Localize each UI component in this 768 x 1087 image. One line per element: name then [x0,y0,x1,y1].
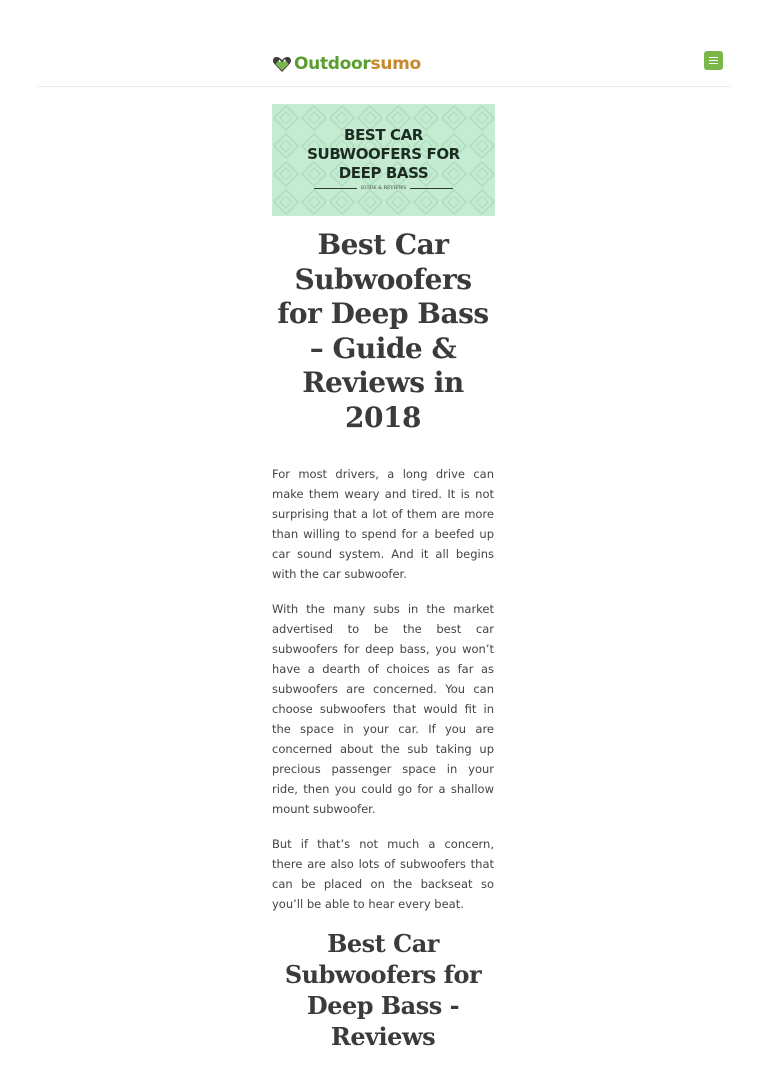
logo-text-outdoor: Outdoor [294,54,371,74]
hero-divider-right [410,188,453,189]
hamburger-line [709,63,718,64]
hero-line-3: DEEP BASS [338,164,429,182]
article-title: Best Car Subwoofers for Deep Bass – Guide & Reviews in 2018 [277,228,489,434]
hamburger-menu-icon [709,57,718,58]
logo-text-sumo: sumo [370,54,421,74]
hero-divider-left [314,188,357,189]
hero-heading [272,126,495,183]
hero-line-1: BEST CAR [344,126,423,144]
mountain-heart-logo-icon [272,54,292,74]
site-logo[interactable] [272,52,421,76]
article [272,228,494,1052]
hero-subtitle [314,186,453,191]
reviews-section-heading: Best Car Subwoofers for Deep Bass - Reviews [284,929,482,1051]
article-paragraph-1: For most drivers, a long drive can make them weary and tired. It is not surprising that a lot of them are more than willing to spend for a beefed up car sound system. And it all begins with the car subwoofer. [272,467,494,581]
hero-subtitle-text: GUIDE & REVIEWS [360,186,407,191]
logo-text [294,54,421,74]
site-header [37,0,731,87]
hamburger-menu-button[interactable] [704,51,723,70]
hero-line-2: SUBWOOFERS FOR [307,145,460,163]
article-paragraph-2: With the many subs in the market advertised to be the best car subwoofers for deep bass, you won’t have a dearth of choices as far as subwoofers are concerned. You can choose subwoofers that would fit in the space in your car. If you are concerned about the sub taking up precious passenger space in your ride, then you could go for a shallow mount subwoofer. [272,602,494,816]
article-paragraph-3: But if that’s not much a concern, there are also lots of subwoofers that can be placed on the backseat so you’ll be able to hear every beat. [272,837,494,911]
hero-image [272,104,495,216]
hamburger-line [709,60,718,61]
